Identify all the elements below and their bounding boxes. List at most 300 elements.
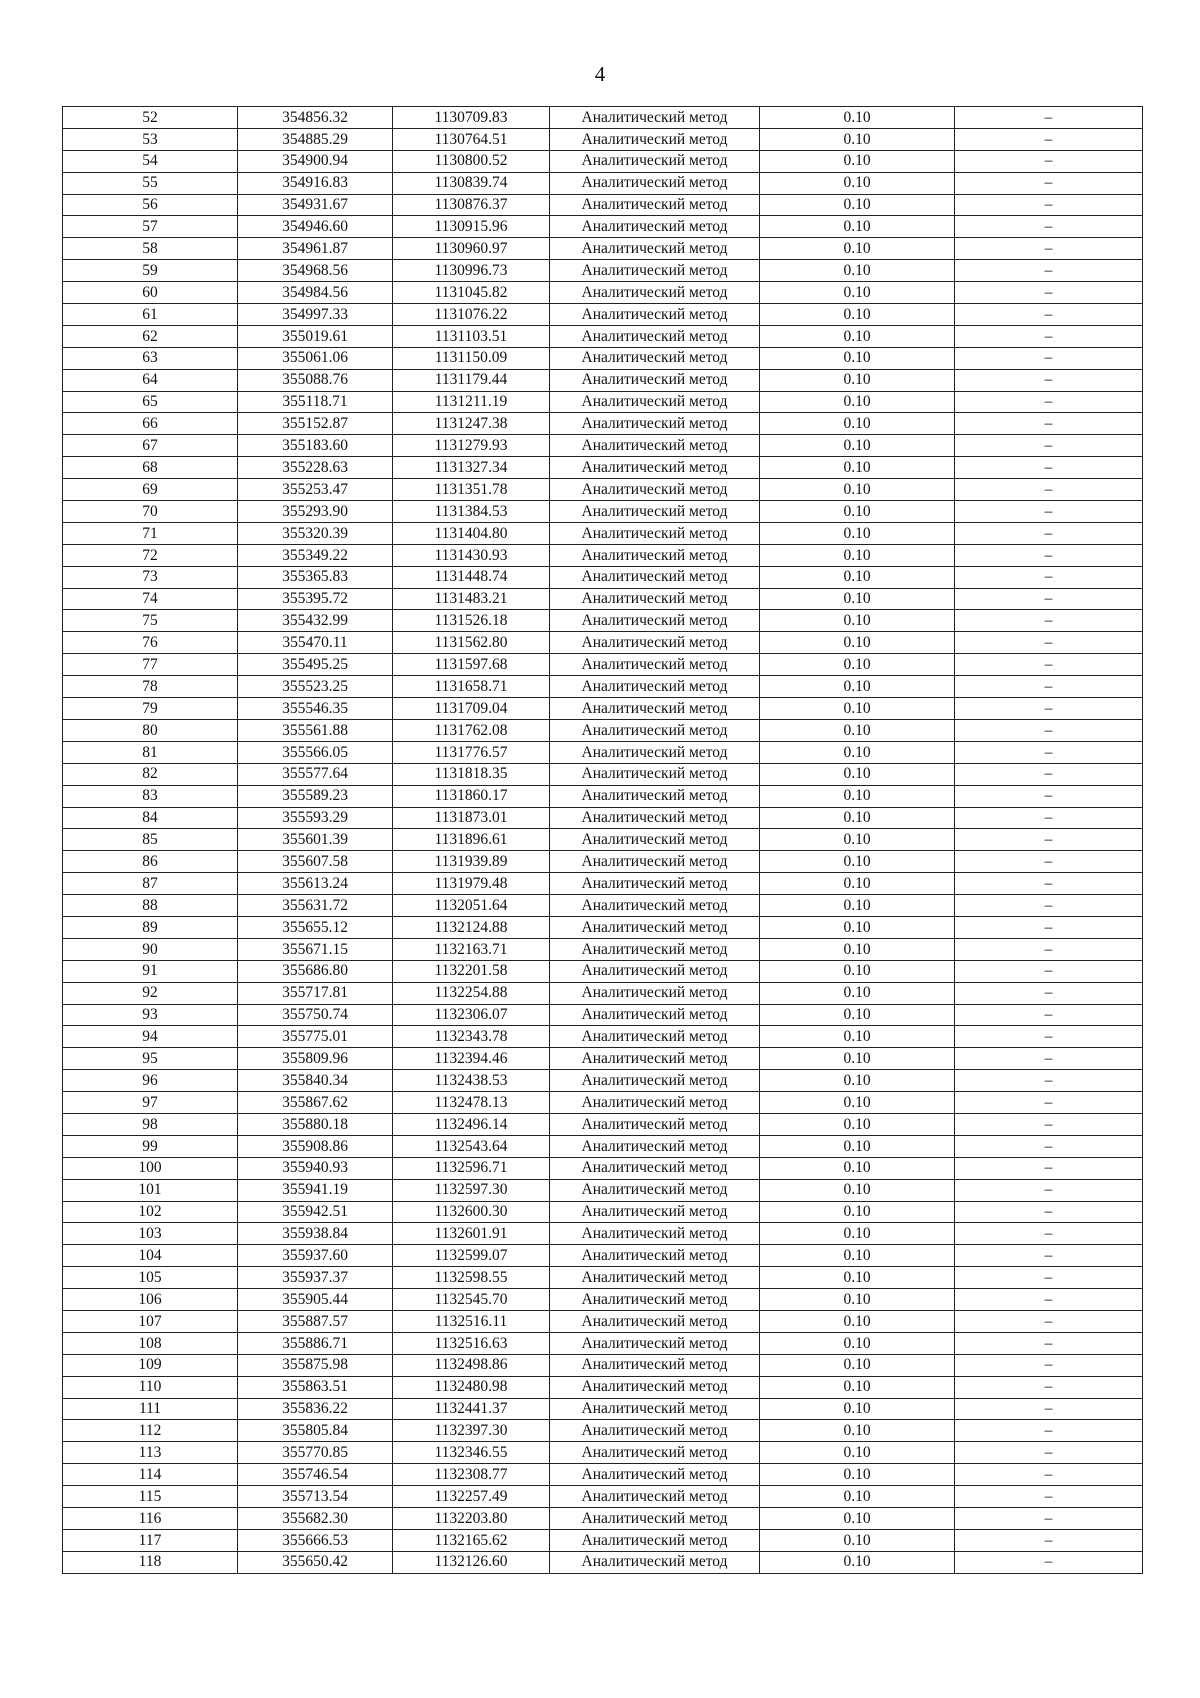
method-cell: Аналитический метод	[550, 741, 760, 763]
method-cell: Аналитический метод	[550, 1420, 760, 1442]
x-coordinate-cell: 355686.80	[238, 960, 393, 982]
point-number-cell: 103	[63, 1223, 238, 1245]
note-cell: –	[955, 194, 1143, 216]
y-coordinate-cell: 1132480.98	[393, 1376, 550, 1398]
x-coordinate-cell: 355746.54	[238, 1464, 393, 1486]
method-cell: Аналитический метод	[550, 457, 760, 479]
table-row	[63, 698, 1143, 720]
point-number-cell: 87	[63, 873, 238, 895]
table-row	[63, 1092, 1143, 1114]
table-row	[63, 1157, 1143, 1179]
y-coordinate-cell: 1131045.82	[393, 282, 550, 304]
y-coordinate-cell: 1131150.09	[393, 347, 550, 369]
note-cell: –	[955, 391, 1143, 413]
method-cell: Аналитический метод	[550, 150, 760, 172]
point-number-cell: 117	[63, 1529, 238, 1551]
point-number-cell: 101	[63, 1179, 238, 1201]
y-coordinate-cell: 1132203.80	[393, 1508, 550, 1530]
table-row	[63, 654, 1143, 676]
note-cell: –	[955, 413, 1143, 435]
note-cell: –	[955, 1201, 1143, 1223]
x-coordinate-cell: 355019.61	[238, 325, 393, 347]
y-coordinate-cell: 1131860.17	[393, 785, 550, 807]
accuracy-cell: 0.10	[760, 1420, 955, 1442]
table-row	[63, 1201, 1143, 1223]
x-coordinate-cell: 355717.81	[238, 982, 393, 1004]
table-row	[63, 829, 1143, 851]
accuracy-cell: 0.10	[760, 654, 955, 676]
table-row	[63, 785, 1143, 807]
x-coordinate-cell: 354997.33	[238, 304, 393, 326]
accuracy-cell: 0.10	[760, 916, 955, 938]
point-number-cell: 83	[63, 785, 238, 807]
note-cell: –	[955, 1113, 1143, 1135]
point-number-cell: 109	[63, 1354, 238, 1376]
table-row	[63, 325, 1143, 347]
point-number-cell: 77	[63, 654, 238, 676]
x-coordinate-cell: 355770.85	[238, 1442, 393, 1464]
note-cell: –	[955, 895, 1143, 917]
method-cell: Аналитический метод	[550, 391, 760, 413]
point-number-cell: 55	[63, 172, 238, 194]
x-coordinate-cell: 354961.87	[238, 238, 393, 260]
method-cell: Аналитический метод	[550, 916, 760, 938]
accuracy-cell: 0.10	[760, 260, 955, 282]
point-number-cell: 98	[63, 1113, 238, 1135]
y-coordinate-cell: 1132496.14	[393, 1113, 550, 1135]
y-coordinate-cell: 1131562.80	[393, 632, 550, 654]
point-number-cell: 102	[63, 1201, 238, 1223]
point-number-cell: 74	[63, 588, 238, 610]
y-coordinate-cell: 1132165.62	[393, 1529, 550, 1551]
note-cell: –	[955, 1179, 1143, 1201]
y-coordinate-cell: 1132343.78	[393, 1026, 550, 1048]
x-coordinate-cell: 355671.15	[238, 938, 393, 960]
y-coordinate-cell: 1130876.37	[393, 194, 550, 216]
note-cell: –	[955, 1376, 1143, 1398]
table-row	[63, 1004, 1143, 1026]
y-coordinate-cell: 1131247.38	[393, 413, 550, 435]
point-number-cell: 75	[63, 610, 238, 632]
method-cell: Аналитический метод	[550, 698, 760, 720]
table-row	[63, 194, 1143, 216]
point-number-cell: 92	[63, 982, 238, 1004]
note-cell: –	[955, 1529, 1143, 1551]
table-row	[63, 1026, 1143, 1048]
table-row	[63, 1398, 1143, 1420]
x-coordinate-cell: 355577.64	[238, 763, 393, 785]
x-coordinate-cell: 355682.30	[238, 1508, 393, 1530]
x-coordinate-cell: 355613.24	[238, 873, 393, 895]
method-cell: Аналитический метод	[550, 676, 760, 698]
table-row	[63, 435, 1143, 457]
point-number-cell: 116	[63, 1508, 238, 1530]
table-row	[63, 1223, 1143, 1245]
table-row	[63, 1508, 1143, 1530]
x-coordinate-cell: 355349.22	[238, 544, 393, 566]
table-row	[63, 1135, 1143, 1157]
y-coordinate-cell: 1131076.22	[393, 304, 550, 326]
point-number-cell: 68	[63, 457, 238, 479]
note-cell: –	[955, 1245, 1143, 1267]
note-cell: –	[955, 1048, 1143, 1070]
method-cell: Аналитический метод	[550, 1354, 760, 1376]
table-row	[63, 938, 1143, 960]
y-coordinate-cell: 1131211.19	[393, 391, 550, 413]
table-row	[63, 457, 1143, 479]
y-coordinate-cell: 1132308.77	[393, 1464, 550, 1486]
point-number-cell: 112	[63, 1420, 238, 1442]
point-number-cell: 84	[63, 807, 238, 829]
y-coordinate-cell: 1131179.44	[393, 369, 550, 391]
note-cell: –	[955, 1026, 1143, 1048]
x-coordinate-cell: 355840.34	[238, 1070, 393, 1092]
note-cell: –	[955, 741, 1143, 763]
y-coordinate-cell: 1131762.08	[393, 719, 550, 741]
point-number-cell: 86	[63, 851, 238, 873]
y-coordinate-cell: 1131327.34	[393, 457, 550, 479]
point-number-cell: 118	[63, 1551, 238, 1573]
accuracy-cell: 0.10	[760, 216, 955, 238]
table-row	[63, 304, 1143, 326]
method-cell: Аналитический метод	[550, 325, 760, 347]
table-row	[63, 960, 1143, 982]
point-number-cell: 88	[63, 895, 238, 917]
note-cell: –	[955, 1420, 1143, 1442]
y-coordinate-cell: 1132597.30	[393, 1179, 550, 1201]
method-cell: Аналитический метод	[550, 807, 760, 829]
y-coordinate-cell: 1132596.71	[393, 1157, 550, 1179]
method-cell: Аналитический метод	[550, 960, 760, 982]
table-row	[63, 610, 1143, 632]
note-cell: –	[955, 676, 1143, 698]
x-coordinate-cell: 355470.11	[238, 632, 393, 654]
y-coordinate-cell: 1132601.91	[393, 1223, 550, 1245]
accuracy-cell: 0.10	[760, 128, 955, 150]
table-row	[63, 501, 1143, 523]
method-cell: Аналитический метод	[550, 566, 760, 588]
method-cell: Аналитический метод	[550, 719, 760, 741]
x-coordinate-cell: 355365.83	[238, 566, 393, 588]
method-cell: Аналитический метод	[550, 873, 760, 895]
y-coordinate-cell: 1131279.93	[393, 435, 550, 457]
point-number-cell: 104	[63, 1245, 238, 1267]
accuracy-cell: 0.10	[760, 391, 955, 413]
method-cell: Аналитический метод	[550, 194, 760, 216]
x-coordinate-cell: 355908.86	[238, 1135, 393, 1157]
table-row	[63, 1551, 1143, 1573]
table-row	[63, 1070, 1143, 1092]
note-cell: –	[955, 566, 1143, 588]
note-cell: –	[955, 260, 1143, 282]
note-cell: –	[955, 982, 1143, 1004]
x-coordinate-cell: 355655.12	[238, 916, 393, 938]
accuracy-cell: 0.10	[760, 1004, 955, 1026]
method-cell: Аналитический метод	[550, 1464, 760, 1486]
accuracy-cell: 0.10	[760, 1245, 955, 1267]
method-cell: Аналитический метод	[550, 304, 760, 326]
accuracy-cell: 0.10	[760, 982, 955, 1004]
note-cell: –	[955, 785, 1143, 807]
point-number-cell: 58	[63, 238, 238, 260]
method-cell: Аналитический метод	[550, 260, 760, 282]
point-number-cell: 54	[63, 150, 238, 172]
accuracy-cell: 0.10	[760, 1070, 955, 1092]
note-cell: –	[955, 1092, 1143, 1114]
table-row	[63, 895, 1143, 917]
method-cell: Аналитический метод	[550, 938, 760, 960]
point-number-cell: 82	[63, 763, 238, 785]
note-cell: –	[955, 1289, 1143, 1311]
y-coordinate-cell: 1132124.88	[393, 916, 550, 938]
note-cell: –	[955, 238, 1143, 260]
point-number-cell: 100	[63, 1157, 238, 1179]
accuracy-cell: 0.10	[760, 1464, 955, 1486]
method-cell: Аналитический метод	[550, 632, 760, 654]
y-coordinate-cell: 1131351.78	[393, 479, 550, 501]
table-row	[63, 1245, 1143, 1267]
point-number-cell: 97	[63, 1092, 238, 1114]
note-cell: –	[955, 1310, 1143, 1332]
method-cell: Аналитический метод	[550, 1201, 760, 1223]
note-cell: –	[955, 128, 1143, 150]
point-number-cell: 111	[63, 1398, 238, 1420]
accuracy-cell: 0.10	[760, 369, 955, 391]
point-number-cell: 53	[63, 128, 238, 150]
method-cell: Аналитический метод	[550, 107, 760, 129]
x-coordinate-cell: 355942.51	[238, 1201, 393, 1223]
x-coordinate-cell: 355863.51	[238, 1376, 393, 1398]
method-cell: Аналитический метод	[550, 829, 760, 851]
x-coordinate-cell: 355561.88	[238, 719, 393, 741]
method-cell: Аналитический метод	[550, 1179, 760, 1201]
method-cell: Аналитический метод	[550, 1508, 760, 1530]
method-cell: Аналитический метод	[550, 654, 760, 676]
note-cell: –	[955, 1070, 1143, 1092]
table-row	[63, 1442, 1143, 1464]
y-coordinate-cell: 1132051.64	[393, 895, 550, 917]
y-coordinate-cell: 1130709.83	[393, 107, 550, 129]
method-cell: Аналитический метод	[550, 895, 760, 917]
method-cell: Аналитический метод	[550, 1332, 760, 1354]
accuracy-cell: 0.10	[760, 1508, 955, 1530]
point-number-cell: 69	[63, 479, 238, 501]
accuracy-cell: 0.10	[760, 1529, 955, 1551]
x-coordinate-cell: 354968.56	[238, 260, 393, 282]
accuracy-cell: 0.10	[760, 1201, 955, 1223]
y-coordinate-cell: 1132543.64	[393, 1135, 550, 1157]
y-coordinate-cell: 1132306.07	[393, 1004, 550, 1026]
table-row	[63, 1464, 1143, 1486]
note-cell: –	[955, 1135, 1143, 1157]
table-row	[63, 566, 1143, 588]
point-number-cell: 115	[63, 1486, 238, 1508]
y-coordinate-cell: 1131448.74	[393, 566, 550, 588]
y-coordinate-cell: 1132478.13	[393, 1092, 550, 1114]
point-number-cell: 95	[63, 1048, 238, 1070]
note-cell: –	[955, 719, 1143, 741]
point-number-cell: 96	[63, 1070, 238, 1092]
note-cell: –	[955, 851, 1143, 873]
note-cell: –	[955, 916, 1143, 938]
x-coordinate-cell: 355938.84	[238, 1223, 393, 1245]
method-cell: Аналитический метод	[550, 1529, 760, 1551]
note-cell: –	[955, 938, 1143, 960]
x-coordinate-cell: 355183.60	[238, 435, 393, 457]
x-coordinate-cell: 354885.29	[238, 128, 393, 150]
y-coordinate-cell: 1131597.68	[393, 654, 550, 676]
note-cell: –	[955, 1551, 1143, 1573]
table-row	[63, 1048, 1143, 1070]
y-coordinate-cell: 1130800.52	[393, 150, 550, 172]
point-number-cell: 94	[63, 1026, 238, 1048]
table-row	[63, 347, 1143, 369]
table-row	[63, 1289, 1143, 1311]
note-cell: –	[955, 763, 1143, 785]
accuracy-cell: 0.10	[760, 501, 955, 523]
accuracy-cell: 0.10	[760, 347, 955, 369]
x-coordinate-cell: 355713.54	[238, 1486, 393, 1508]
accuracy-cell: 0.10	[760, 1376, 955, 1398]
table-row	[63, 282, 1143, 304]
accuracy-cell: 0.10	[760, 1113, 955, 1135]
note-cell: –	[955, 610, 1143, 632]
method-cell: Аналитический метод	[550, 1267, 760, 1289]
note-cell: –	[955, 1267, 1143, 1289]
x-coordinate-cell: 355805.84	[238, 1420, 393, 1442]
x-coordinate-cell: 355152.87	[238, 413, 393, 435]
point-number-cell: 76	[63, 632, 238, 654]
point-number-cell: 81	[63, 741, 238, 763]
y-coordinate-cell: 1132438.53	[393, 1070, 550, 1092]
method-cell: Аналитический метод	[550, 1135, 760, 1157]
x-coordinate-cell: 354900.94	[238, 150, 393, 172]
point-number-cell: 56	[63, 194, 238, 216]
table-row	[63, 1310, 1143, 1332]
accuracy-cell: 0.10	[760, 1179, 955, 1201]
accuracy-cell: 0.10	[760, 325, 955, 347]
accuracy-cell: 0.10	[760, 1332, 955, 1354]
method-cell: Аналитический метод	[550, 1004, 760, 1026]
method-cell: Аналитический метод	[550, 282, 760, 304]
point-number-cell: 62	[63, 325, 238, 347]
note-cell: –	[955, 522, 1143, 544]
y-coordinate-cell: 1130915.96	[393, 216, 550, 238]
table-row	[63, 982, 1143, 1004]
note-cell: –	[955, 282, 1143, 304]
y-coordinate-cell: 1132598.55	[393, 1267, 550, 1289]
method-cell: Аналитический метод	[550, 369, 760, 391]
note-cell: –	[955, 304, 1143, 326]
method-cell: Аналитический метод	[550, 501, 760, 523]
x-coordinate-cell: 355880.18	[238, 1113, 393, 1135]
x-coordinate-cell: 355867.62	[238, 1092, 393, 1114]
table-row	[63, 544, 1143, 566]
x-coordinate-cell: 354856.32	[238, 107, 393, 129]
method-cell: Аналитический метод	[550, 128, 760, 150]
y-coordinate-cell: 1132163.71	[393, 938, 550, 960]
x-coordinate-cell: 355253.47	[238, 479, 393, 501]
note-cell: –	[955, 698, 1143, 720]
table-row	[63, 1376, 1143, 1398]
x-coordinate-cell: 355546.35	[238, 698, 393, 720]
point-number-cell: 71	[63, 522, 238, 544]
accuracy-cell: 0.10	[760, 785, 955, 807]
method-cell: Аналитический метод	[550, 763, 760, 785]
accuracy-cell: 0.10	[760, 851, 955, 873]
note-cell: –	[955, 588, 1143, 610]
point-number-cell: 63	[63, 347, 238, 369]
accuracy-cell: 0.10	[760, 873, 955, 895]
note-cell: –	[955, 325, 1143, 347]
method-cell: Аналитический метод	[550, 588, 760, 610]
x-coordinate-cell: 355875.98	[238, 1354, 393, 1376]
point-number-cell: 57	[63, 216, 238, 238]
note-cell: –	[955, 1442, 1143, 1464]
x-coordinate-cell: 355088.76	[238, 369, 393, 391]
table-row	[63, 413, 1143, 435]
point-number-cell: 110	[63, 1376, 238, 1398]
note-cell: –	[955, 1464, 1143, 1486]
accuracy-cell: 0.10	[760, 763, 955, 785]
accuracy-cell: 0.10	[760, 1310, 955, 1332]
x-coordinate-cell: 355061.06	[238, 347, 393, 369]
y-coordinate-cell: 1131709.04	[393, 698, 550, 720]
point-number-cell: 99	[63, 1135, 238, 1157]
table-row	[63, 873, 1143, 895]
table-row	[63, 1486, 1143, 1508]
point-number-cell: 70	[63, 501, 238, 523]
accuracy-cell: 0.10	[760, 107, 955, 129]
table-row	[63, 1332, 1143, 1354]
method-cell: Аналитический метод	[550, 1289, 760, 1311]
x-coordinate-cell: 355293.90	[238, 501, 393, 523]
y-coordinate-cell: 1132516.63	[393, 1332, 550, 1354]
y-coordinate-cell: 1131818.35	[393, 763, 550, 785]
x-coordinate-cell: 355566.05	[238, 741, 393, 763]
note-cell: –	[955, 369, 1143, 391]
method-cell: Аналитический метод	[550, 1070, 760, 1092]
method-cell: Аналитический метод	[550, 544, 760, 566]
accuracy-cell: 0.10	[760, 566, 955, 588]
method-cell: Аналитический метод	[550, 1376, 760, 1398]
y-coordinate-cell: 1131979.48	[393, 873, 550, 895]
x-coordinate-cell: 355607.58	[238, 851, 393, 873]
x-coordinate-cell: 354916.83	[238, 172, 393, 194]
accuracy-cell: 0.10	[760, 1135, 955, 1157]
method-cell: Аналитический метод	[550, 1092, 760, 1114]
method-cell: Аналитический метод	[550, 238, 760, 260]
note-cell: –	[955, 1332, 1143, 1354]
note-cell: –	[955, 347, 1143, 369]
table-row	[63, 1179, 1143, 1201]
x-coordinate-cell: 354931.67	[238, 194, 393, 216]
x-coordinate-cell: 355631.72	[238, 895, 393, 917]
note-cell: –	[955, 150, 1143, 172]
y-coordinate-cell: 1132516.11	[393, 1310, 550, 1332]
x-coordinate-cell: 355228.63	[238, 457, 393, 479]
accuracy-cell: 0.10	[760, 588, 955, 610]
method-cell: Аналитический метод	[550, 1223, 760, 1245]
table-row	[63, 741, 1143, 763]
point-number-cell: 89	[63, 916, 238, 938]
method-cell: Аналитический метод	[550, 1048, 760, 1070]
page-number: 4	[594, 62, 606, 86]
accuracy-cell: 0.10	[760, 1048, 955, 1070]
y-coordinate-cell: 1132126.60	[393, 1551, 550, 1573]
x-coordinate-cell: 355523.25	[238, 676, 393, 698]
note-cell: –	[955, 1157, 1143, 1179]
